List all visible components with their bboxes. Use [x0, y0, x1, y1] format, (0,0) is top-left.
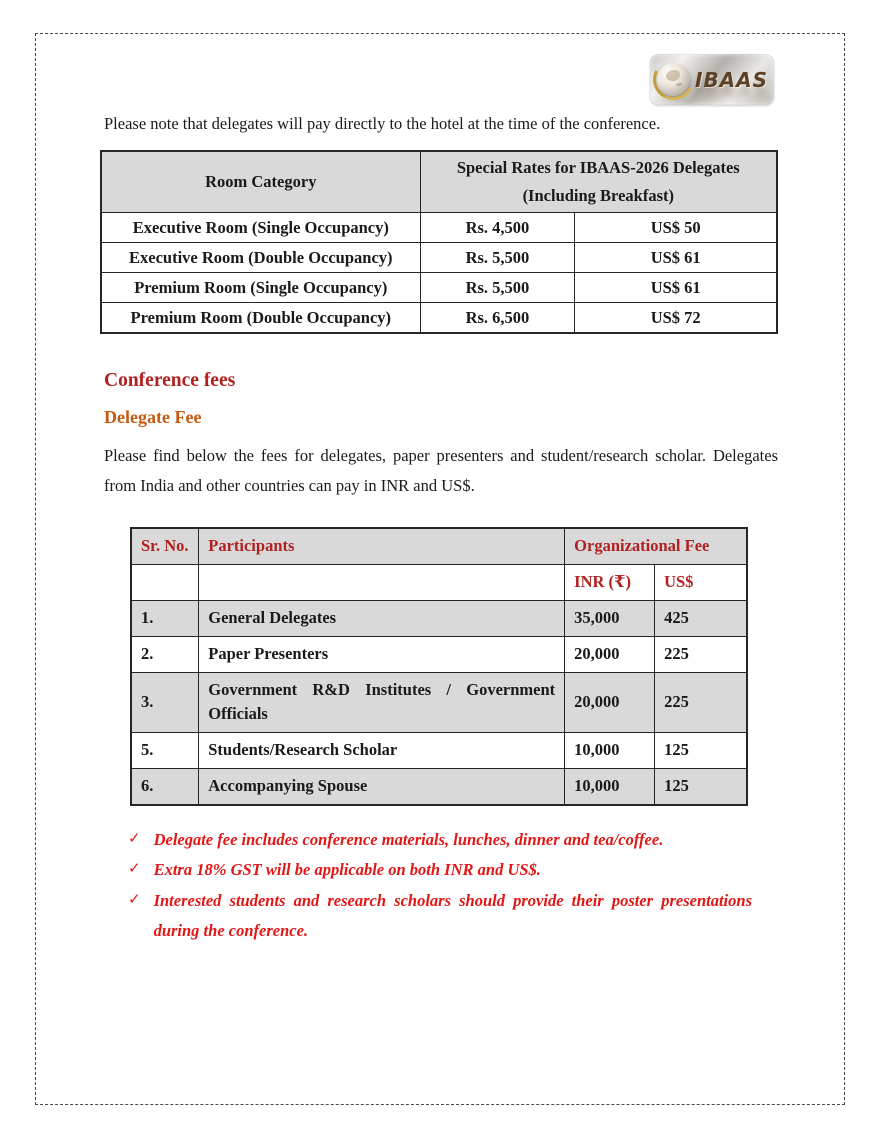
ibaas-logo [650, 54, 774, 105]
usd-header: US$ [655, 565, 747, 601]
fee-inr-cell: 10,000 [565, 733, 655, 769]
room-category-cell: Premium Room (Single Occupancy) [101, 273, 420, 303]
globe-icon [657, 63, 690, 96]
fee-inr-cell: 10,000 [565, 768, 655, 804]
table-row [101, 303, 777, 333]
sr-no-cell: 3. [131, 672, 199, 733]
fee-note-text: Interested students and research scholars should provide their poster presentations during the conference. [153, 890, 752, 940]
list-item [128, 855, 752, 885]
table-row [131, 672, 747, 733]
fee-table-subheader-row [131, 565, 747, 601]
sr-no-cell: 2. [131, 636, 199, 672]
fee-usd-cell: 125 [655, 768, 747, 804]
fee-table-header-row [131, 528, 747, 565]
room-category-cell: Executive Room (Single Occupancy) [101, 213, 420, 243]
sr-no-cell: 6. [131, 768, 199, 804]
table-row [101, 273, 777, 303]
fee-usd-cell: 425 [655, 601, 747, 637]
delegate-fee-heading: Delegate Fee [104, 406, 202, 427]
rate-usd-cell: US$ 61 [575, 243, 777, 273]
rate-usd-cell: US$ 72 [575, 303, 777, 333]
room-category-cell: Premium Room (Double Occupancy) [101, 303, 420, 333]
participant-cell: General Delegates [199, 601, 565, 637]
fee-usd-cell: 225 [655, 636, 747, 672]
room-category-header: Room Category [101, 151, 420, 213]
delegate-fee-table [130, 527, 748, 806]
list-item [128, 886, 752, 945]
fee-notes-list [128, 825, 752, 946]
fee-note-text: Delegate fee includes conference materials, lunches, dinner and tea/coffee. [153, 829, 664, 849]
fee-inr-cell: 35,000 [565, 601, 655, 637]
fee-note-text: Extra 18% GST will be applicable on both INR and US$. [153, 860, 541, 880]
room-rates-header-row [101, 151, 777, 213]
participant-cell: Paper Presenters [199, 636, 565, 672]
table-row [101, 213, 777, 243]
fee-usd-cell: 125 [655, 733, 747, 769]
logo-text: IBAAS [695, 67, 769, 92]
fee-inr-cell: 20,000 [565, 672, 655, 733]
empty-cell [131, 565, 199, 601]
rate-usd-cell: US$ 50 [575, 213, 777, 243]
table-row [131, 601, 747, 637]
list-item [128, 825, 752, 855]
inr-header: INR (₹) [565, 565, 655, 601]
conference-fees-heading: Conference fees [104, 369, 236, 391]
page-content [100, 112, 778, 946]
special-rates-header-line2: (Including Breakfast) [522, 186, 674, 205]
fee-usd-cell: 225 [655, 672, 747, 733]
special-rates-header-line1: Special Rates for IBAAS-2026 Delegates [456, 157, 740, 177]
rate-inr-cell: Rs. 5,500 [420, 243, 575, 273]
hotel-payment-note: Please note that delegates will pay directly to the hotel at the time of the conference. [104, 114, 661, 133]
organizational-fee-header: Organizational Fee [565, 528, 747, 565]
table-row [131, 733, 747, 769]
table-row [101, 243, 777, 273]
rate-inr-cell: Rs. 5,500 [420, 273, 575, 303]
participant-cell: Accompanying Spouse [199, 768, 565, 804]
rate-inr-cell: Rs. 6,500 [420, 303, 575, 333]
fees-intro-paragraph: Please find below the fees for delegates, paper presenters and student/research scholar. Delegates from India and other countries can pay in INR and US$. [104, 445, 778, 496]
table-row [131, 636, 747, 672]
checkmark-icon: ✓ [128, 861, 141, 878]
empty-cell [199, 565, 565, 601]
special-rates-header [420, 151, 777, 213]
participants-header: Participants [199, 528, 565, 565]
sr-no-cell: 1. [131, 601, 199, 637]
table-row [131, 768, 747, 804]
participant-cell: Students/Research Scholar [199, 733, 565, 769]
participant-cell: Government R&D Institutes / Government Officials [199, 672, 565, 733]
fee-inr-cell: 20,000 [565, 636, 655, 672]
sr-no-cell: 5. [131, 733, 199, 769]
checkmark-icon: ✓ [128, 891, 141, 908]
checkmark-icon: ✓ [128, 830, 141, 847]
room-category-cell: Executive Room (Double Occupancy) [101, 243, 420, 273]
room-rates-table [100, 150, 778, 334]
rate-usd-cell: US$ 61 [575, 273, 777, 303]
sr-no-header: Sr. No. [131, 528, 199, 565]
rate-inr-cell: Rs. 4,500 [420, 213, 575, 243]
